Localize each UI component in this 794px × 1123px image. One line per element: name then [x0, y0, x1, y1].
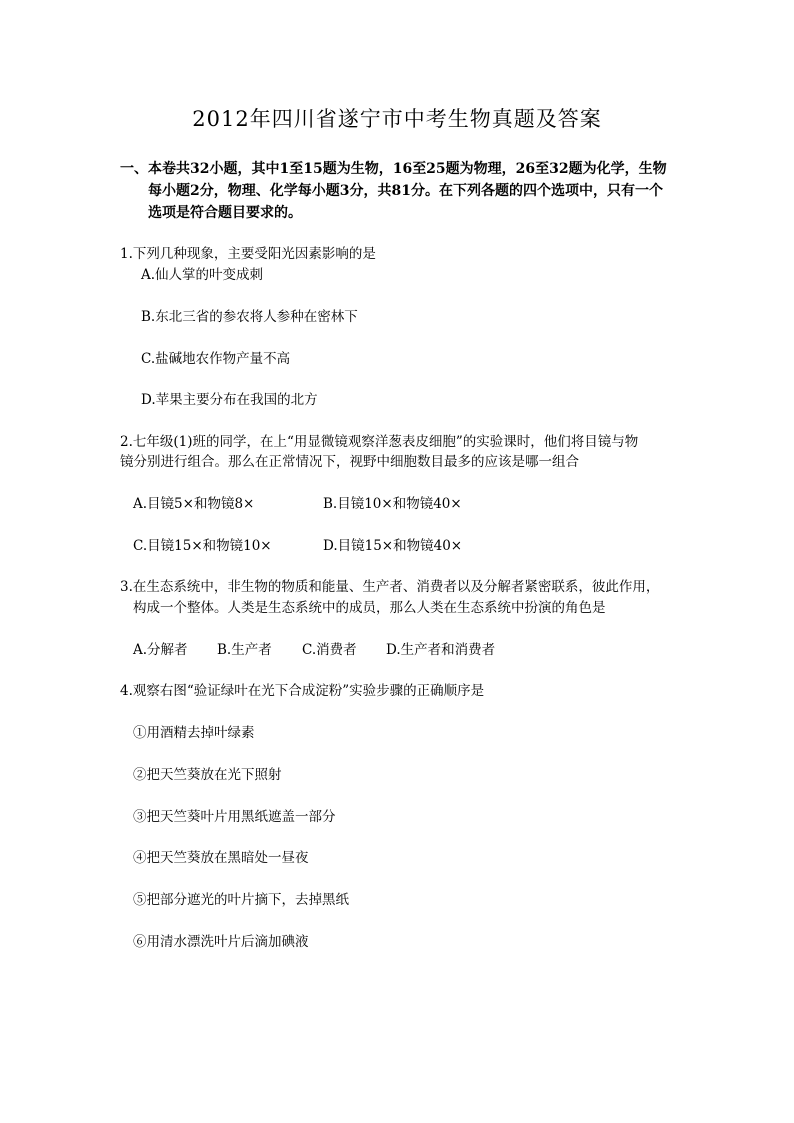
q2-option-a: A.目镜5×和物镜8×: [133, 496, 255, 512]
q4-step-6: ⑥用清水漂洗叶片后滴加碘液: [133, 934, 309, 950]
q1-stem: 1.下列几种现象，主要受阳光因素影响的是: [120, 246, 376, 262]
q2-option-b: B.目镜10×和物镜40×: [323, 496, 462, 512]
q2-option-d: D.目镜15×和物镜40×: [323, 538, 463, 554]
q1-option-b: B.东北三省的参农将人参种在密林下: [141, 309, 358, 325]
section-instructions-line3: 选项是符合题目要求的。: [148, 205, 302, 221]
q4-step-4: ④把天竺葵放在黑暗处一昼夜: [133, 850, 309, 866]
section-instructions: [120, 158, 680, 224]
q2-option-c: C.目镜15×和物镜10×: [133, 538, 272, 554]
q3-option-b: B.生产者: [217, 642, 272, 658]
q4-step-3: ③把天竺葵叶片用黑纸遮盖一部分: [133, 809, 336, 825]
q3-option-c: C.消费者: [302, 642, 357, 658]
q2-stem-line2: 镜分别进行组合。那么在正常情况下，视野中细胞数目最多的应该是哪一组合: [120, 454, 579, 470]
q4-step-2: ②把天竺葵放在光下照射: [133, 767, 282, 783]
q3-option-a: A.分解者: [133, 642, 188, 658]
q3-stem-line2: 构成一个整体。人类是生态系统中的成员，那么人类在生态系统中扮演的角色是: [133, 600, 606, 616]
q3-option-d: D.生产者和消费者: [386, 642, 496, 658]
q2-stem-line1: 2.七年级(1)班的同学，在上“用显微镜观察洋葱表皮细胞”的实验课时，他们将目镜与物: [120, 434, 639, 450]
q1-option-c: C.盐碱地农作物产量不高: [141, 351, 291, 367]
q1-option-a: A.仙人掌的叶变成刺: [141, 267, 264, 283]
section-instructions-line2: 每小题2分，物理、化学每小题3分，共81分。在下列各题的四个选项中，只有一个: [148, 183, 663, 199]
q3-stem-line1: 3.在生态系统中，非生物的物质和能量、生产者、消费者以及分解者紧密联系，彼此作用，: [120, 579, 660, 595]
section-instructions-line1: 一、本卷共32小题，其中1至15题为生物，16至25题为物理，26至32题为化学，生物: [120, 161, 667, 177]
q4-step-1: ①用酒精去掉叶绿素: [133, 725, 255, 741]
q1-option-d: D.苹果主要分布在我国的北方: [141, 392, 318, 408]
q4-step-5: ⑤把部分遮光的叶片摘下，去掉黑纸: [133, 892, 349, 908]
q4-stem: 4.观察右图“验证绿叶在光下合成淀粉”实验步骤的正确顺序是: [120, 683, 485, 699]
page-title: 2012年四川省遂宁市中考生物真题及答案: [192, 107, 602, 131]
